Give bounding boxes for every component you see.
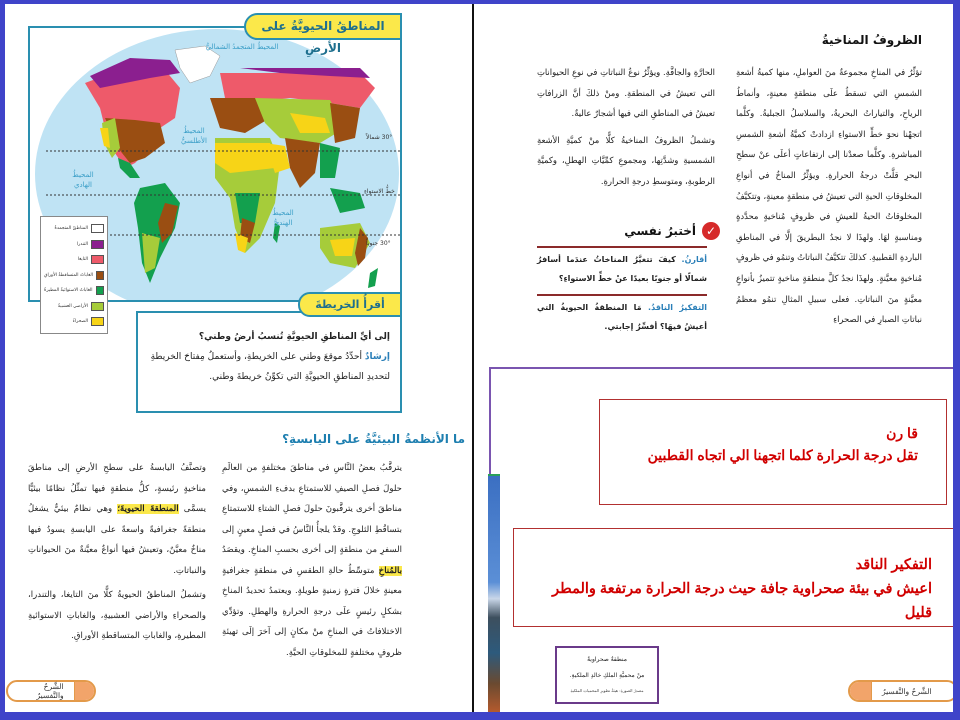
frame-edge xyxy=(953,4,960,712)
read-map-tag: أقرأُ الخريطةَ xyxy=(298,292,402,317)
right-page-column-right: تؤثِّرُ في المناخِ مجموعةٌ منَ العواملِ، منها كميةُ أشعةِ الشمسِ التي تسقطُ علَى منطقةٍ معينةٍ، وأنماطُ الرياحِ، والتياراتُ البحريةُ، والسلاسلُ الجبليةُ. وكلَّما اتجهْنا نحوَ خطِّ الاستواءِ ازدادتْ كميَّةُ أشعةِ الشمسِ المباشرةِ. وكلَّما صعدْنا إلى ارتفاعاتٍ أعلَى عنْ سطحِ البحرِ قلَّتْ درجةُ الحرارةِ. ويؤثِّرُ المناخُ في أنواعِ المخلوقاتِ الحيةِ التي تعيشُ في منطقةٍ معينةٍ، وتتكيَّفُ المخلوقاتُ الحيةُ للعيشِ في ظروفٍ مُناخيةٍ محدَّدةٍ ومناسبةٍ لهَا. ولهذَا لا نجدُ البطريقَ إلَّا في المناطقِ الباردةِ القطبيةِ. كذلكَ تتكيَّفُ النباتاتُ وتنمُو في ظروفٍ مُناخيةٍ معيَّنةٍ. ولهذَا نجدُ كلَّ منطقةٍ مناخيةٍ تتميزُ بأنواعٍ معيَّنةٍ منَ النباتاتِ. فعلى سبيلِ المثالِ تنمُو معظمُ نباتاتِ الصبارِ في الصحراءِ xyxy=(736,67,922,325)
legend-label: الأراضي العشبيةُ xyxy=(57,303,88,309)
section-heading: ما الأنظمةُ البيئيَّةُ على اليابسةِ؟ xyxy=(282,432,465,446)
ocean-label-pacific: المحيطُ الهادي xyxy=(72,171,94,189)
climate-conditions-title: الظروفُ المناخيةُ xyxy=(821,33,922,47)
legend-label: التايغا xyxy=(77,257,88,263)
latitude-label-30s: 30° جنوباً xyxy=(366,240,391,247)
hint-keyword: إرشادٌ xyxy=(364,352,390,362)
legend-label: المناطقُ المتجمدةُ xyxy=(54,226,88,232)
footer-label: الشَّرحُ والتَّفسيرُ xyxy=(882,686,932,696)
latitude-label-30n: 30° شمالاً xyxy=(366,134,393,141)
checkmark-icon: ✓ xyxy=(702,222,720,240)
question-text: كيفَ تتغيَّرُ المناخاتُ عندَما أسافرُ شمالًا أو جنوبًا بعيدًا عنْ خطِّ الاستواءِ؟ xyxy=(537,255,707,283)
legend-label: التندرا xyxy=(76,241,88,247)
footer-chip xyxy=(74,682,94,700)
answer-box-critical-thinking xyxy=(513,528,955,627)
ocean-label-indian: المحيطُ الهنديُّ xyxy=(272,209,294,227)
legend-swatch xyxy=(96,286,104,295)
paragraph: وتشملُ المناطقُ الحيويةُ كلًّا منَ التايغا، والتندرا، والصحراءِ والأراضي العشبيةِ، والغاباتِ الاستوائيةِ المطيرةِ، والغاباتِ المتساقطةِ الأوراقِ. xyxy=(28,590,206,641)
ocean-label-arctic: المحيطُ المتجمدُ الشماليُّ xyxy=(205,43,279,51)
paragraph: وهي نظامٌ بيئيٌّ يشغلُ منطقةً جغرافيةً واسعةً على اليابسةِ يسودُ فيها مناخٌ معيَّنٌ، وتعيشُ فيها أنواعٌ معيَّنةٌ منَ الحيواناتِ والنباتاتِ. xyxy=(28,504,206,576)
legend-label: الصحراءُ xyxy=(72,319,88,325)
right-page-column-left xyxy=(537,62,715,192)
paragraph: وتشملُ الظروفُ المناخيةُ كلًّا منْ كميَّةِ الأشعةِ الشمسيةِ وشدَّتِها، ومجموعِ كمِّيَّاتِ الهطلِ، وكميَّةِ الرطوبةِ، ومتوسطِ درجةِ الحرارةِ. xyxy=(537,134,715,186)
question-keyword: أقارنُ. xyxy=(681,255,707,264)
desert-photo xyxy=(488,474,500,712)
legend-item-taiga xyxy=(44,252,104,268)
page-divider xyxy=(472,4,474,712)
paragraph: متوسِّطُ حالةِ الطقسِ في منطقةٍ جغرافيةٍ معينةٍ خلالَ فترةٍ زمنيةٍ طويلةٍ. ويعتمدُ تحديدُ المناخِ بشكلٍ رئيسٍ علَى درجةِ الحرارةِ والهطلِ. وتؤدِّي الاختلافاتُ في المناخِ منْ مكانٍ إلى آخرَ إلَى تهيئةِ ظروفٍ مختلفةٍ للمخلوقاتِ الحيَّةِ. xyxy=(222,565,402,658)
legend-swatch xyxy=(91,224,104,233)
self-test-rule xyxy=(537,246,707,248)
legend-swatch xyxy=(91,240,104,249)
read-map-hint-2: لتحديدِ المناطقِ الحيويَّةِ التي تكوِّنُ خريطةَ وطني. xyxy=(209,372,390,382)
left-page-column-left xyxy=(28,458,206,647)
footer-label: الشَّرحُ والتَّفسيرُ xyxy=(36,682,64,700)
caption-line-2: منْ محميَّةِ الملكِ خالدِ الملكيةِ. xyxy=(569,672,645,679)
map-title: المناطقُ الحيويَّةُ على الأرضِ xyxy=(244,13,402,40)
read-map-question: إلى أيِّ المناطقِ الحيويَّةِ تُنسبُ أرضُ وطني؟ xyxy=(198,332,390,342)
legend-item-deciduous xyxy=(44,268,104,284)
ocean-label-atlantic: المحيطُ الأطلسيُّ xyxy=(181,127,207,145)
caption-line-3: مصدرُ الصورةِ: هيئةُ تطويرِ المحمياتِ الملكيةِ xyxy=(570,688,644,693)
footer-tab-left xyxy=(6,680,96,702)
hint-text: أحدِّدُ موقعَ وطني على الخريطةِ، وأستعملُ مِفتاحَ الخريطةِ xyxy=(150,352,365,362)
paragraph: الحارَّةِ والجافَّةِ. ويؤثِّرُ نوعُ النباتاتِ في نوعِ الحيواناتِ التي تعيشُ في المنطقةِ. ومنْ ذلكَ أنَّ الزرافاتِ تعيشُ في المناطقِ التي فيها أشجارٌ عاليةٌ. xyxy=(537,67,715,119)
read-map-box xyxy=(136,311,402,413)
legend-label: الغاباتُ الاستوائيةُ المطيرةُ xyxy=(44,288,93,294)
legend-item-rainforest xyxy=(44,283,104,299)
answer-text: اعيش في بيئة صحراوية جافة حيث درجة الحرارة مرتفعة والمطر قليل xyxy=(552,581,932,621)
question-keyword: التفكيرُ الناقدُ. xyxy=(648,303,707,312)
footer-chip xyxy=(850,682,872,700)
left-page-column-right xyxy=(222,458,402,663)
legend-swatch xyxy=(91,317,104,326)
legend-item-ice xyxy=(44,221,104,237)
legend-item-grassland xyxy=(44,299,104,315)
legend-item-tundra xyxy=(44,237,104,253)
self-test-question-1 xyxy=(537,250,707,288)
latitude-label-equator: خطُّ الاستواءِ xyxy=(364,188,395,195)
answer-label: التفكير الناقد xyxy=(855,557,932,573)
footer-tab-right xyxy=(848,680,958,702)
answer-text: تقل درجة الحرارة كلما اتجهنا الي اتجاه القطبين xyxy=(647,447,918,463)
self-test-rule xyxy=(537,294,707,296)
answer-box-compare xyxy=(599,399,947,505)
self-test-question-2 xyxy=(537,298,707,336)
photo-caption xyxy=(555,646,659,704)
map-legend xyxy=(40,216,108,334)
answer-label: قا رن xyxy=(886,425,918,441)
self-test-title: أختبرُ نفسي xyxy=(624,224,696,238)
paragraph: وتصنَّفُ اليابسةُ على سطحِ الأرضِ إلى مناطقَ مناخيةٍ رئيسةٍ، كلُّ منطقةٍ فيها تمثِّلُ نظامًا بيئيًّا يسمَّى xyxy=(28,463,206,514)
self-test-heading xyxy=(600,222,720,240)
highlighted-term: المنطقةَ الحيويةَ؛ xyxy=(117,504,179,514)
legend-item-desert xyxy=(44,314,104,330)
legend-swatch xyxy=(96,271,104,280)
legend-swatch xyxy=(91,255,104,264)
highlighted-term: بالمُناخِ xyxy=(378,565,402,576)
read-map-hint xyxy=(148,347,390,367)
caption-line-1: منطقةٌ صحراويةٌ xyxy=(587,656,627,663)
legend-swatch xyxy=(91,302,104,311)
paragraph: يترقَّبُ بعضُ النَّاسِ في مناطقَ مختلفةٍ من العالَمِ حلولَ فصلِ الصيفِ للاستمتاعِ بدفءِ الشمسِ، وفي مناطقَ أخرى يترقَّبونَ حلولَ فصلِ الشتاءِ للاستمتاعِ بتساقُطِ الثلوجِ. وقدْ يلجأُ النَّاسُ في فصلٍ معينٍ إلى السفرِ من منطقةٍ إلى أخرى بحسبِ المناخِ. ويقصَدُ xyxy=(222,463,402,555)
legend-label: الغاباتُ المتساقطةُ الأوراقِ xyxy=(44,272,94,278)
question-text: مَا المنطقةُ الحيويةُ التي أعيشُ فيهَا؟ أفسِّرُ إجابتي. xyxy=(537,303,707,331)
